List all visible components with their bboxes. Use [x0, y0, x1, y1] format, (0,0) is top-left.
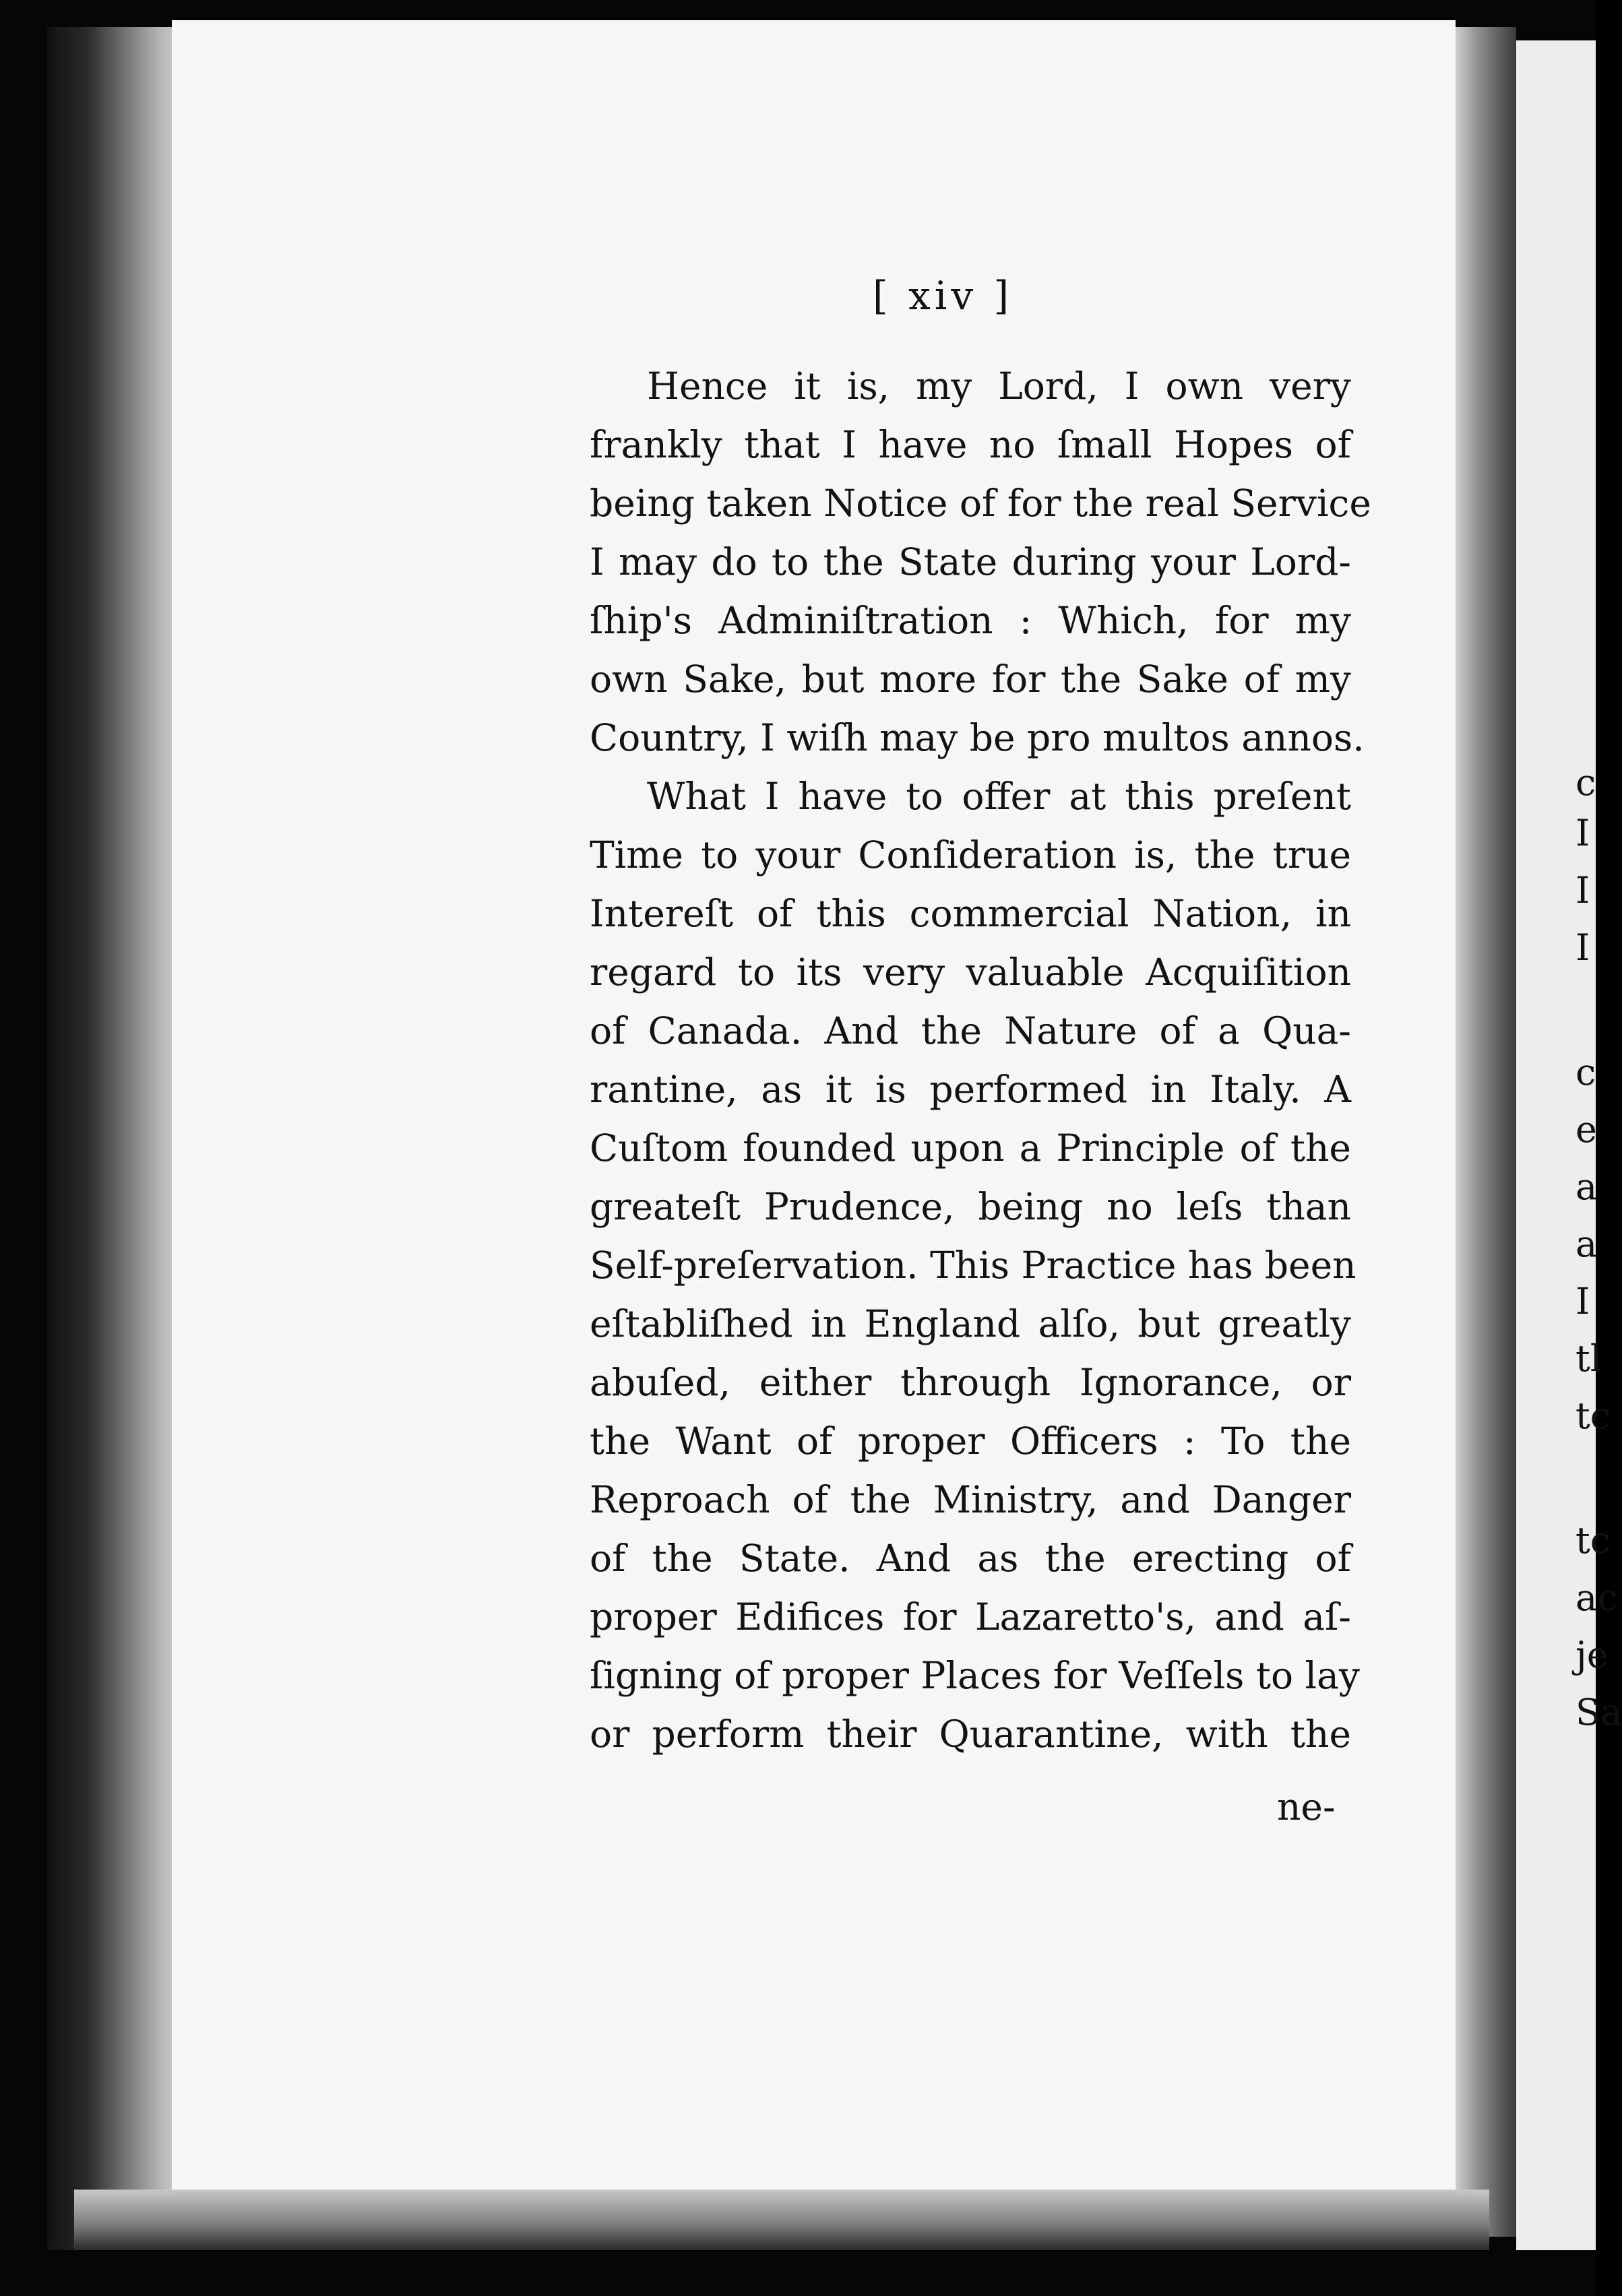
text-line: ſhip's Adminiſtration : Which, for my [590, 599, 1351, 642]
next-page-fragment: a [1576, 1166, 1598, 1208]
text-line: What I have to offer at this preſent [647, 775, 1351, 818]
next-page-fragment: I [1576, 812, 1590, 854]
text-line: Self-preſervation. This Practice has been [590, 1244, 1356, 1287]
next-page-fragment: I [1576, 869, 1590, 912]
text-line: ſigning of proper Places for Veſſels to lay [590, 1654, 1360, 1697]
text-line: the Want of proper Officers : To the [590, 1420, 1351, 1463]
text-line: eſtabliſhed in England alſo, but greatly [590, 1302, 1351, 1345]
text-line: of the State. And as the erecting of [590, 1537, 1351, 1580]
page-number-header: [ xiv ] [873, 273, 1013, 319]
text-line: own Sake, but more for the Sake of my [590, 658, 1351, 701]
text-line: I may do to the State during your Lord- [590, 540, 1351, 583]
next-page-fragment: I [1576, 1280, 1590, 1322]
text-line: of Canada. And the Nature of a Qua- [590, 1009, 1351, 1052]
next-page-fragment: I [1576, 926, 1590, 969]
next-page-fragment: e [1576, 1108, 1597, 1151]
text-line: Country, I wiſh may be pro multos annos. [590, 716, 1365, 759]
text-line: Cuſtom founded upon a Principle of the [590, 1126, 1351, 1170]
text-line: frankly that I have no ſmall Hopes of [590, 423, 1351, 466]
page-edge-shadow [1456, 27, 1516, 2237]
text-line: proper Edifices for Lazaretto's, and aſ- [590, 1595, 1351, 1638]
next-page-fragment: tl [1576, 1337, 1602, 1380]
next-page-fragment: tc [1576, 1519, 1611, 1562]
text-line: Hence it is, my Lord, I own very [647, 364, 1351, 408]
text-line: regard to its very valuable Acquiſition [590, 951, 1351, 994]
text-line: being taken Notice of for the real Service [590, 482, 1371, 525]
next-page-fragment: a [1576, 1223, 1598, 1265]
text-line: or perform their Quarantine, with the [590, 1713, 1351, 1756]
text-line: Reproach of the Ministry, and Danger [590, 1478, 1351, 1521]
text-line: greateſt Prudence, being no leſs than [590, 1185, 1351, 1228]
catchword: ne- [1277, 1785, 1336, 1828]
next-page-fragment: Sa [1576, 1691, 1622, 1733]
next-page-fragment: c [1576, 761, 1596, 804]
book-binding [47, 27, 182, 2250]
text-line: Time to your Conſideration is, the true [590, 833, 1351, 876]
text-line: abuſed, either through Ignorance, or [590, 1361, 1351, 1404]
text-line: Intereſt of this commercial Nation, in [590, 892, 1351, 935]
next-page-fragment: c [1576, 1051, 1596, 1093]
next-page-fragment: ac [1576, 1576, 1618, 1619]
next-page-fragment: tc [1576, 1395, 1611, 1437]
next-page-fragment: je [1576, 1634, 1609, 1676]
text-line: rantine, as it is performed in Italy. A [590, 1068, 1351, 1111]
page-bottom-shadow [74, 2190, 1489, 2250]
